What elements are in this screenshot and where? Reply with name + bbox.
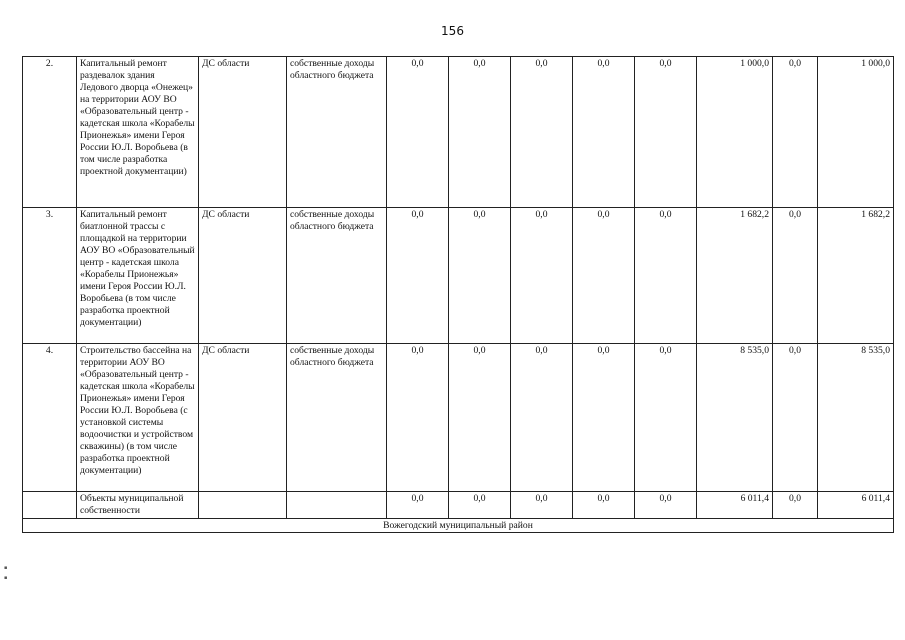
executor: ДС области: [199, 208, 287, 344]
value-cell: 0,0: [449, 208, 511, 344]
value-cell: 0,0: [511, 492, 573, 519]
funding-source: собственные доходы областного бюджета: [287, 57, 387, 208]
value-cell: 0,0: [573, 344, 635, 492]
total-cell: 6 011,4: [818, 492, 894, 519]
table-row: [23, 57, 894, 208]
value-cell: 0,0: [635, 57, 697, 208]
funding-source: собственные доходы областного бюджета: [287, 208, 387, 344]
value-cell: 0,0: [511, 57, 573, 208]
value-cell: 1 682,2: [697, 208, 773, 344]
table-row: [23, 208, 894, 344]
value-cell: 0,0: [635, 208, 697, 344]
value-cell: 0,0: [773, 344, 818, 492]
total-cell: 1 000,0: [818, 57, 894, 208]
object-name: Капитальный ремонт раздевалок здания Ледового дворца «Онежец» на территории АОУ ВО «Образовательный центр - кадетская школа «Корабелы Прионежья» имени Героя России Ю.Л. Воробьева (в том числе разработка проектной документации): [77, 57, 199, 208]
row-number: 2.: [23, 57, 77, 208]
value-cell: 0,0: [449, 492, 511, 519]
value-cell: 1 000,0: [697, 57, 773, 208]
value-cell: 6 011,4: [697, 492, 773, 519]
value-cell: 0,0: [773, 57, 818, 208]
value-cell: 0,0: [387, 344, 449, 492]
value-cell: 0,0: [573, 57, 635, 208]
value-cell: 0,0: [449, 57, 511, 208]
value-cell: 0,0: [635, 492, 697, 519]
value-cell: 0,0: [573, 208, 635, 344]
value-cell: 0,0: [387, 208, 449, 344]
table-row-municipal: [23, 492, 894, 519]
empty-cell: [287, 492, 387, 519]
object-name: Капитальный ремонт биатлонной трассы с площадкой на территории АОУ ВО «Образовательный центр - кадетская школа «Корабелы Прионежья» имени Героя России Ю.Л. Воробьева (в том числе разработка проектной документации): [77, 208, 199, 344]
executor: ДС области: [199, 57, 287, 208]
value-cell: 0,0: [773, 208, 818, 344]
district-name: Вожегодский муниципальный район: [23, 519, 894, 533]
empty-cell: [199, 492, 287, 519]
value-cell: 8 535,0: [697, 344, 773, 492]
object-name: Строительство бассейна на территории АОУ ВО «Образовательный центр - кадетская школа «Корабелы Прионежья» имени Героя России Ю.Л. Воробьева (с установкой системы водоочистки и устройством скважины) (в том числе разработка проектной документации): [77, 344, 199, 492]
empty-cell: [23, 492, 77, 519]
value-cell: 0,0: [573, 492, 635, 519]
value-cell: 0,0: [635, 344, 697, 492]
row-number: 4.: [23, 344, 77, 492]
total-cell: 1 682,2: [818, 208, 894, 344]
row-number: 3.: [23, 208, 77, 344]
value-cell: 0,0: [387, 57, 449, 208]
table-row: [23, 344, 894, 492]
object-name: Объекты муниципальной собственности: [77, 492, 199, 519]
value-cell: 0,0: [511, 208, 573, 344]
page-number: 156: [441, 24, 464, 38]
value-cell: 0,0: [511, 344, 573, 492]
value-cell: 0,0: [773, 492, 818, 519]
funding-source: собственные доходы областного бюджета: [287, 344, 387, 492]
district-header-row: [23, 519, 894, 533]
value-cell: 0,0: [449, 344, 511, 492]
value-cell: 0,0: [387, 492, 449, 519]
scan-artifact: ▪: [4, 565, 8, 571]
total-cell: 8 535,0: [818, 344, 894, 492]
budget-table: [22, 56, 894, 533]
executor: ДС области: [199, 344, 287, 492]
scan-artifact: ▪: [4, 575, 8, 581]
